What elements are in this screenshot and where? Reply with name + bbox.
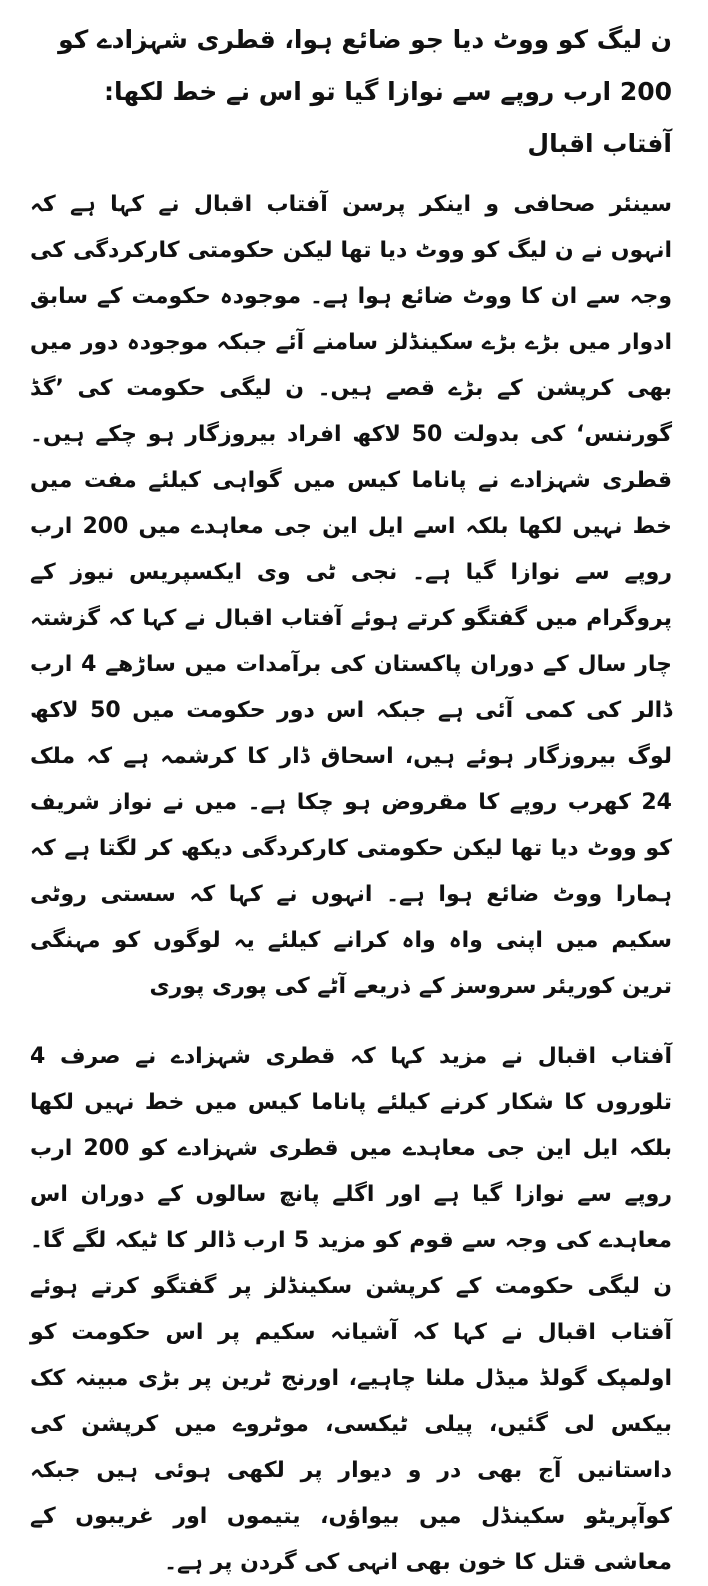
article-paragraph-2: آفتاب اقبال نے مزید کہا کہ قطری شہزادے نے صرف 4 تلوروں کا شکار کرنے کیلئے پاناما کیس میں خط نہیں لکھا بلکہ ایل این جی معاہدے میں قطری شہزادے کو 200 ارب روپے سے نوازا گیا ہے اور اگلے پانچ سالوں کے دوران اس معاہدے کی وجہ سے قوم کو مزید 5 ارب ڈالر کا ٹیکہ لگے گا۔ ن لیگی حکومت کے کرپشن سکینڈلز پر گفتگو کرتے ہوئے آفتاب اقبال نے کہا کہ آشیانہ سکیم پر اس حکومت کو اولمپک گولڈ میڈل ملنا چاہیے، اورنج ٹرین پر بڑی مبینہ کک بیکس لی گئیں، پیلی ٹیکسی، موٹروے میں کرپشن کی داستانیں آج بھی در و دیوار پر لکھی ہوئی ہیں جبکہ کوآپریٹو سکینڈل میں بیواؤں، یتیموں اور غریبوں کے معاشی قتل کا خون بھی انہی کی گردن پر ہے۔ xyxy=(30,1044,672,1575)
article-paragraph-1: سینئر صحافی و اینکر پرسن آفتاب اقبال نے کہا ہے کہ انہوں نے ن لیگ کو ووٹ دیا تھا لیکن حکومتی کارکردگی کی وجہ سے ان کا ووٹ ضائع ہوا ہے۔ موجودہ حکومت کے سابق ادوار میں بڑے بڑے سکینڈلز سامنے آئے جبکہ موجودہ دور میں بھی کرپشن کے بڑے قصے ہیں۔ ن لیگی حکومت کی ’گڈ گورننس‘ کی بدولت 50 لاکھ افراد بیروزگار ہو چکے ہیں۔ قطری شہزادے نے پاناما کیس میں گواہی کیلئے مفت میں خط نہیں لکھا بلکہ اسے ایل این جی معاہدے میں 200 ارب روپے سے نوازا گیا ہے۔ نجی ٹی وی ایکسپریس نیوز کے پروگرام میں گفتگو کرتے ہوئے آفتاب اقبال نے کہا کہ گزشتہ چار سال کے دوران پاکستان کی برآمدات میں ساڑھے 4 ارب ڈالر کی کمی آئی ہے جبکہ اس دور حکومت میں 50 لاکھ لوگ بیروزگار ہوئے ہیں، اسحاق ڈار کا کرشمہ ہے کہ ملک 24 کھرب روپے کا مقروض ہو چکا ہے۔ میں نے نواز شریف کو ووٹ دیا تھا لیکن حکومتی کارکردگی دیکھ کر لگتا ہے کہ ہمارا ووٹ ضائع ہوا ہے۔ انہوں نے کہا کہ سستی روٹی سکیم میں اپنی واہ واہ کرانے کیلئے یہ لوگوں کو مہنگی ترین کوریئر سروسز کے ذریعے آٹے کی پوری پوری xyxy=(30,192,672,999)
article-headline: ن لیگ کو ووٹ دیا جو ضائع ہوا، قطری شہزادے کو 200 ارب روپے سے نوازا گیا تو اس نے خط لکھا: آفتاب اقبال xyxy=(58,25,672,158)
